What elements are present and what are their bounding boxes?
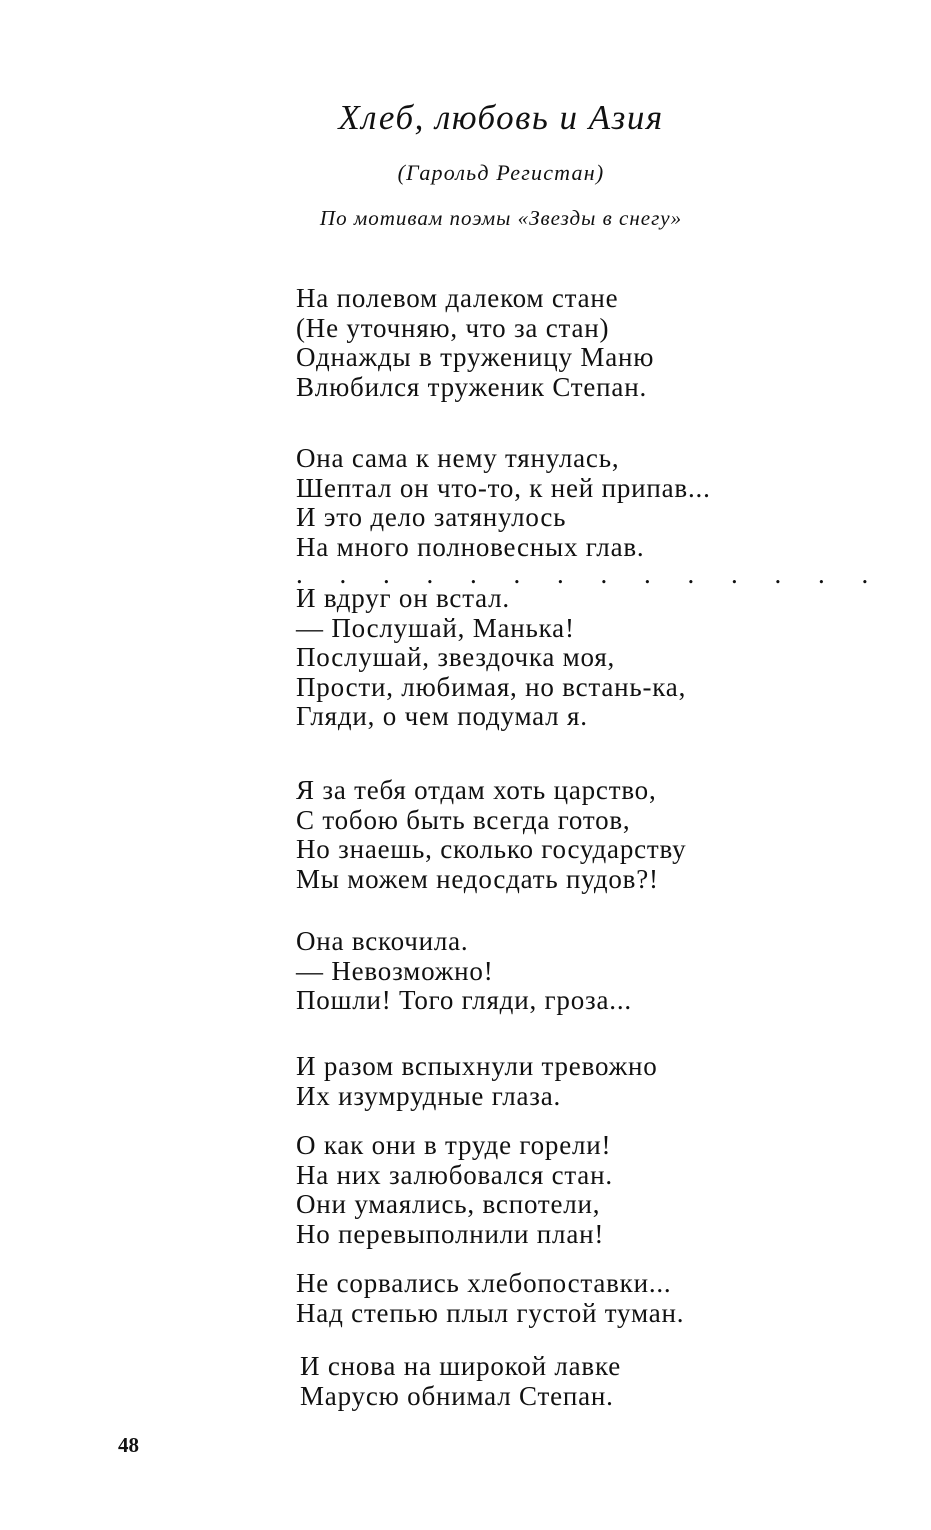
poem-line: Их изумрудные глаза. — [296, 1080, 562, 1111]
stanza-8 — [296, 1269, 856, 1328]
poem-line: Однажды в труженицу Маню — [296, 342, 655, 372]
poem-line: И снова на широкой лавке — [300, 1351, 622, 1381]
stanza-3 — [296, 559, 884, 732]
poem-line: — Послушай, Манька! — [296, 612, 575, 643]
poem-line: И вдруг он встал. — [296, 583, 510, 613]
stanza-6 — [296, 1052, 856, 1111]
poem-line: Она сама к нему тянулась, — [296, 443, 620, 473]
stanza-5 — [296, 927, 856, 1016]
poem-line: На много полновесных глав. — [296, 531, 645, 562]
stanza-2 — [296, 444, 856, 562]
poem-line: Влюбился труженик Степан. — [296, 371, 648, 402]
stanza-7 — [296, 1131, 856, 1249]
poem-line: С тобою быть всегда готов, — [296, 804, 631, 835]
page-number: 48 — [118, 1433, 139, 1457]
poem-subtitle: По мотивам поэмы «Звезды в снегу» — [319, 206, 683, 230]
stanza-1 — [296, 284, 856, 402]
poem-line: Послушай, звездочка моя, — [296, 642, 616, 672]
poem-line: Они умаялись, вспотели, — [296, 1189, 601, 1219]
stanza-4 — [296, 776, 856, 894]
poem-line: (Не уточняю, что за стан) — [296, 312, 610, 343]
poem-line: О как они в труде горели! — [296, 1130, 612, 1160]
poem-line: Она вскочила. — [296, 926, 469, 956]
poem-line: — Невозможно! — [296, 955, 494, 986]
poem-line: Но перевыполнили план! — [296, 1218, 605, 1249]
poem-line: На них залюбовался стан. — [296, 1159, 613, 1190]
stanza-9 — [300, 1352, 860, 1411]
poem-line: Шептал он что-то, к ней припав... — [296, 472, 711, 503]
poem-line: Но знаешь, сколько государству — [296, 834, 687, 864]
poem-line: Пошли! Того гляди, гроза... — [296, 985, 632, 1015]
poem-line: Не сорвались хлебопоставки... — [296, 1268, 672, 1298]
poem-line: Над степью плыл густой туман. — [296, 1297, 685, 1328]
poem-line: Гляди, о чем подумал я. — [296, 701, 588, 731]
poem-line: На полевом далеком стане — [296, 283, 619, 313]
poem-title: Хлеб, любовь и Азия — [338, 98, 664, 137]
poem-line: И это дело затянулось — [296, 502, 567, 532]
poem-line: Мы можем недосдать пудов?! — [296, 863, 659, 894]
poem-line: И разом вспыхнули тревожно — [296, 1051, 658, 1081]
poem-line: Марусю обнимал Степан. — [300, 1380, 614, 1411]
poem-line: Я за тебя отдам хоть царство, — [296, 775, 657, 805]
poem-author: (Гарольд Регистан) — [397, 160, 605, 185]
ellipsis-separator: . . . . . . . . . . . . . . — [296, 559, 884, 589]
poem-line: Прости, любимая, но встань-ка, — [296, 671, 687, 702]
